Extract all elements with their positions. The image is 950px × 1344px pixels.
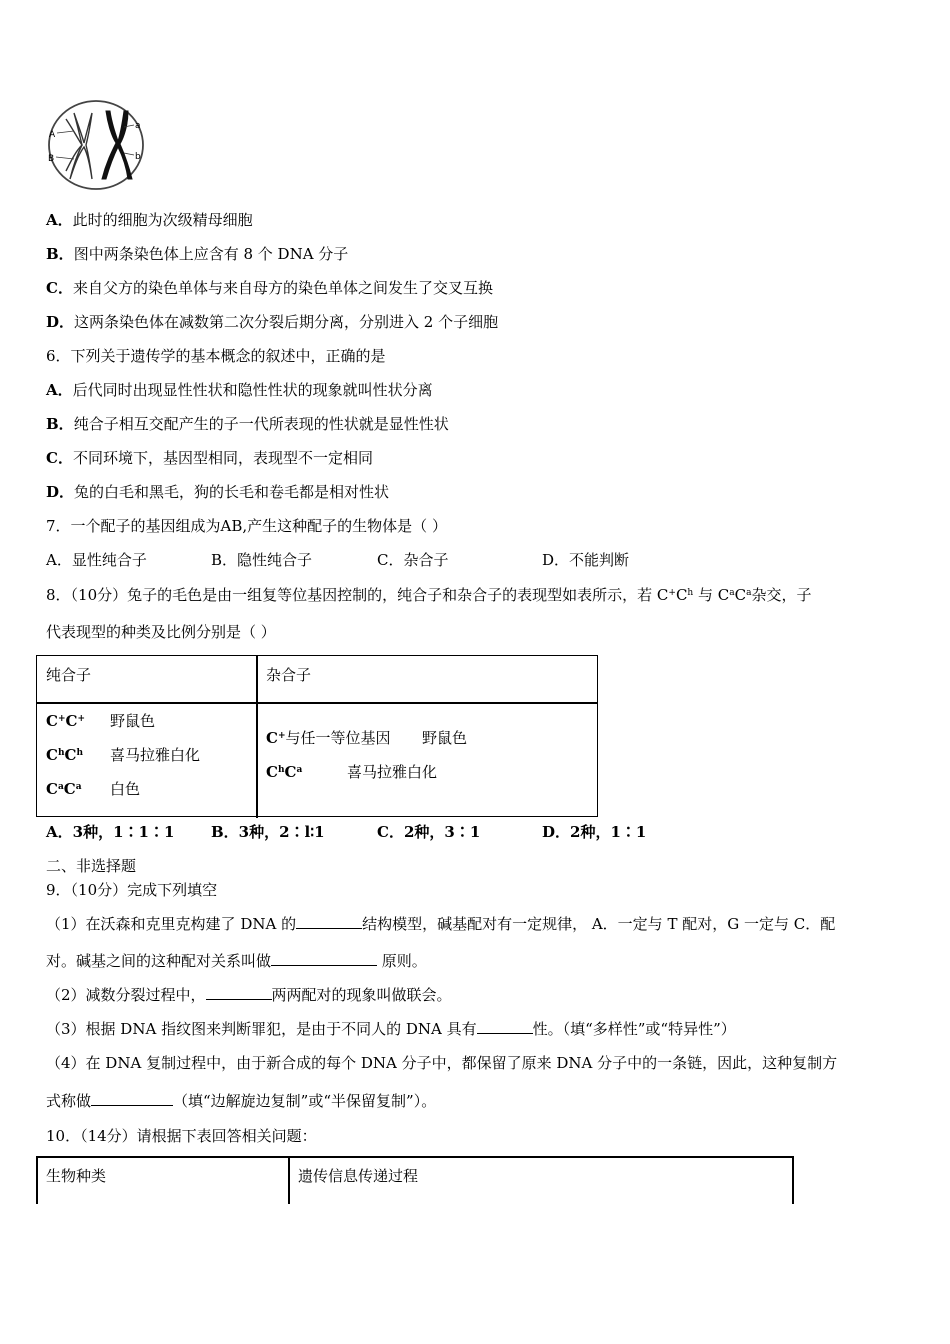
q8-phenotype-homo-2: 喜马拉雅白化 (110, 746, 201, 764)
q8-phenotype-homo-3: 白色 (110, 780, 141, 798)
q9-blank-1[interactable] (296, 914, 362, 929)
q7-option-c: C．杂合子 (377, 551, 449, 569)
q9-part4-line1: （4）在 DNA 复制过程中，由于新合成的每个 DNA 分子中，都保留了原来 DNA 分子中的一条链，因此，这种复制方 (46, 1054, 838, 1072)
label-b: b (135, 152, 141, 162)
q8-option-b: B．3种，2∶l∶1 (211, 823, 325, 841)
q9-blank-3[interactable] (206, 985, 272, 1000)
q8-phenotype-het-1: 野鼠色 (422, 729, 468, 747)
q7-option-d: D．不能判断 (542, 551, 630, 569)
q8-option-a: A．3种，1∶1∶1 (46, 823, 175, 841)
label-A: A (49, 130, 56, 140)
q5-option-b: B．图中两条染色体上应含有 8 个 DNA 分子 (46, 245, 349, 263)
q5-option-d: D．这两条染色体在减数第二次分裂后期分离，分别进入 2 个子细胞 (46, 313, 499, 331)
q8-genotype-homo-1: C+C+ (46, 712, 85, 730)
q8-stem: 8．（10分）兔子的毛色是由一组复等位基因控制的，纯合子和杂合子的表现型如表所示，若 $C^+C^h$ 与 $C^aC^a$杂交，子 (46, 586, 812, 604)
q8-table-header-homozygous: 纯合子 (46, 666, 92, 684)
q6-option-a: A．后代同时出现显性性状和隐性性状的现象就叫性状分离 (46, 381, 433, 399)
q9-part1-line1: （1）在沃森和克里克构建了 DNA 的 结构模型，碱基配对有一定规律， A．一定与 T 配对，G 一定与 C．配 (46, 915, 836, 933)
q6-stem: 6．下列关于遗传学的基本概念的叙述中，正确的是 (46, 347, 386, 365)
q8-option-d: D．2种，1∶1 (542, 823, 647, 841)
chromosome-right (102, 111, 132, 179)
q9-part3: （3）根据 DNA 指纹图来判断罪犯，是由于不同人的 DNA 具有 性。（填“多样性”或“特异性”） (46, 1020, 736, 1038)
q8-option-c: C．2种，3∶1 (377, 823, 481, 841)
q8-genotype-homo-2: $C^hC^h$ (46, 746, 83, 764)
q6-option-d: D．兔的白毛和黑毛，狗的长毛和卷毛都是相对性状 (46, 483, 390, 501)
q9-stem: 9．（10分）完成下列填空 (46, 881, 218, 899)
label-B: B (48, 154, 55, 164)
q7-stem: 7．一个配子的基因组成为AB,产生这种配子的生物体是（ ） (46, 517, 447, 535)
q9-part2: （2）减数分裂过程中， 两两配对的现象叫做联会。 (46, 986, 452, 1004)
q6-option-c: C．不同环境下，基因型相同，表现型不一定相同 (46, 449, 373, 467)
q5-option-a: A．此时的细胞为次级精母细胞 (46, 211, 253, 229)
q10-stem: 10．（14分）请根据下表回答相关问题： (46, 1127, 317, 1145)
section-title-non-choice: 二、非选择题 (46, 857, 137, 875)
q8-stem-line2: 代表现型的种类及比例分别是（ ） (46, 623, 276, 641)
q8-table (36, 655, 598, 818)
chromosome-left (66, 113, 92, 179)
q9-blank-2[interactable] (271, 951, 377, 966)
q9-blank-5[interactable] (91, 1091, 173, 1106)
q10-table-header-process: 遗传信息传递过程 (298, 1167, 419, 1185)
q8-genotype-het-1: C+与任一等位基因 (266, 729, 391, 747)
q5-option-c: C．来自父方的染色单体与来自母方的染色单体之间发生了交叉互换 (46, 279, 493, 297)
q10-table-header-species: 生物种类 (46, 1167, 107, 1185)
q9-part1-line2: 对。碱基之间的这种配对关系叫做 原则。 (46, 952, 427, 970)
q6-option-b: B．纯合子相互交配产生的子一代所表现的性状就是显性性状 (46, 415, 449, 433)
q9-part4-line2: 式称做 （填“边解旋边复制”或“半保留复制”）。 (46, 1092, 437, 1110)
q9-blank-4[interactable] (477, 1019, 533, 1034)
q7-option-b: B．隐性纯合子 (211, 551, 313, 569)
q8-genotype-homo-3: $C^aC^a$ (46, 780, 82, 798)
label-a: a (135, 121, 141, 131)
q10-table (36, 1156, 794, 1204)
q7-option-a: A．显性纯合子 (46, 551, 147, 569)
q8-phenotype-het-2: 喜马拉雅白化 (347, 763, 438, 781)
q8-table-header-heterozygous: 杂合子 (266, 666, 312, 684)
q8-phenotype-homo-1: 野鼠色 (110, 712, 156, 730)
chromosome-cell-figure (44, 97, 150, 193)
q8-genotype-het-2: $C^hC^a$ (266, 763, 303, 781)
